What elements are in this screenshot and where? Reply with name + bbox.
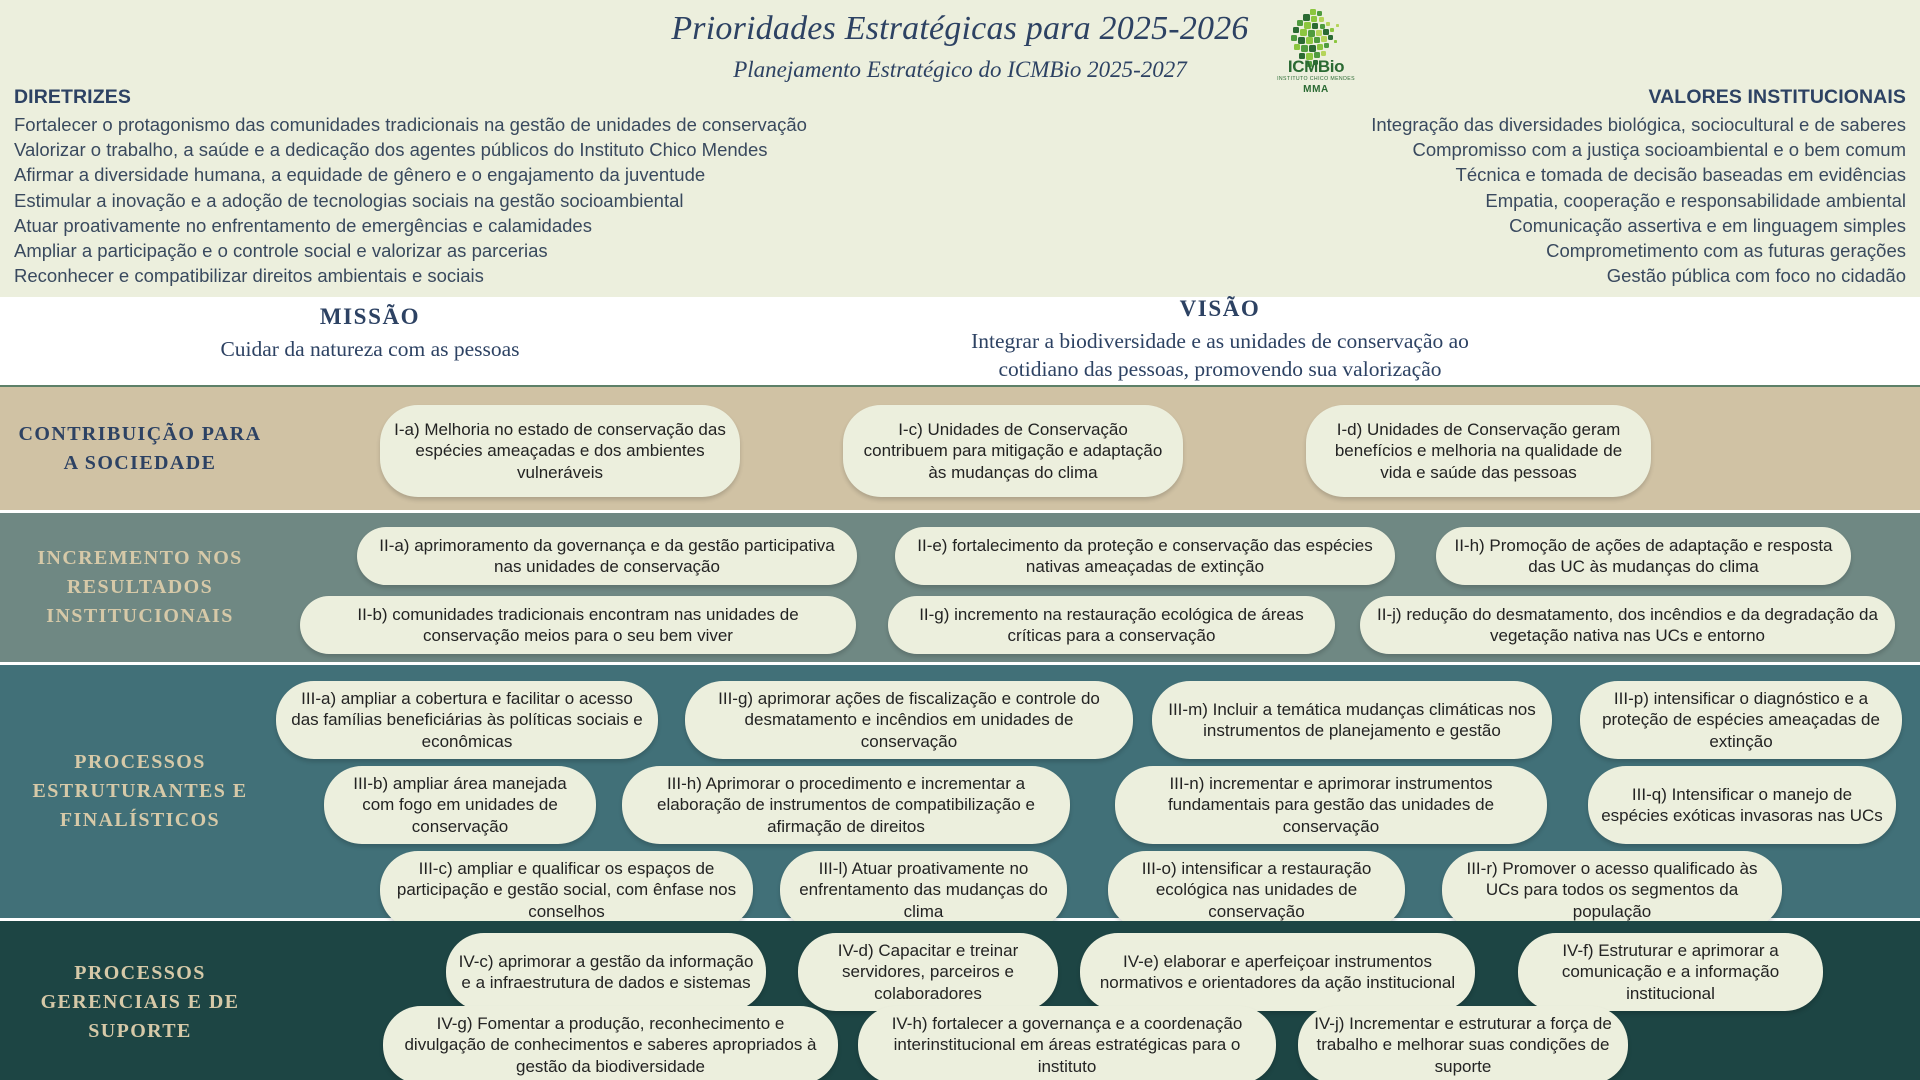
page-subtitle: Planejamento Estratégico do ICMBio 2025-2027 [733,56,1187,82]
objective-text: I-d) Unidades de Conservação geram benefícios e melhoria na qualidade de vida e saúde das pessoas [1334,419,1623,482]
objective-card[interactable] [895,527,1395,585]
missao-text: Cuidar da natureza com as pessoas [220,336,520,361]
objective-card[interactable] [1518,933,1823,1011]
objective-text: IV-g) Fomentar a produção, reconhecimento e divulgação de conhecimentos e saberes apropriados à gestão da biodiversidade [404,1013,817,1076]
band-label-line: RESULTADOS [66,576,214,598]
page-title: Prioridades Estratégicas para 2025-2026 [671,10,1249,47]
objective-card[interactable] [276,681,658,759]
valores-column [1126,86,1906,288]
band-processos-gerenciais-e-de-suporte [0,921,1920,1080]
mission-vision-band [0,297,1920,387]
objective-card[interactable] [357,527,857,585]
icmbio-logo [1270,6,1362,96]
objective-card[interactable] [324,766,596,844]
diretrizes-column [14,86,894,288]
logo-mma: MMA [1303,84,1329,96]
list-item: Integração das diversidades biológica, sociocultural e de saberes [1371,114,1906,135]
band-label-line: PROCESSOS [74,751,206,773]
list-item: Técnica e tomada de decisão baseadas em evidências [1455,164,1906,186]
objective-text: III-p) intensificar o diagnóstico e a proteção de espécies ameaçadas de extinção [1602,688,1880,751]
objective-card[interactable] [380,851,753,929]
list-item: Comunicação assertiva e em linguagem simples [1509,214,1906,236]
objective-text: II-b) comunidades tradicionais encontram nas unidades de conservação meios para o seu bem viver [357,604,799,645]
objective-text: III-o) intensificar a restauração ecológica nas unidades de conservação [1141,858,1372,921]
objective-text: IV-c) aprimorar a gestão da informação e a infraestrutura de dados e sistemas [458,951,754,992]
missao-block [130,303,610,363]
objective-text: III-n) incrementar e aprimorar instrumentos fundamentais para gestão das unidades de conservação [1167,773,1495,836]
objective-card[interactable] [1360,596,1895,654]
diretrizes-list [14,112,894,288]
valores-list [1126,112,1906,288]
band-body-contribuicao [280,387,1920,510]
poster-header [0,0,1920,297]
band-label-line: ESTRUTURANTES E [32,780,248,802]
band-label-line: PROCESSOS [74,961,206,984]
objective-text: IV-h) fortalecer a governança e a coordenação interinstitucional em áreas estratégicas para o instituto [891,1013,1243,1076]
objective-text: III-g) aprimorar ações de fiscalização e controle do desmatamento e incêndios em unidades de conservação [718,688,1100,751]
objective-card[interactable] [1298,1006,1628,1080]
objective-card[interactable] [1436,527,1851,585]
objective-text: III-m) Incluir a temática mudanças climáticas nos instrumentos de planejamento e gestão [1168,699,1536,740]
objective-card[interactable] [1108,851,1405,929]
objective-card[interactable] [1115,766,1547,844]
objective-card[interactable] [1306,405,1651,497]
objective-card[interactable] [780,851,1067,929]
band-label-processos-gerenciais [0,959,280,1046]
objective-text: III-a) ampliar a cobertura e facilitar o acesso das famílias beneficiárias às políticas sociais e econômicas [291,688,643,751]
objective-text: II-g) incremento na restauração ecológica de áreas críticas para a conservação [919,604,1304,645]
logo-subline: INSTITUTO CHICO MENDES [1277,76,1355,82]
objective-text: II-h) Promoção de ações de adaptação e resposta das UC às mudanças do clima [1454,535,1833,576]
objective-text: I-c) Unidades de Conservação contribuem para mitigação e adaptação às mudanças do clima [863,419,1163,482]
list-item: Estimular a inovação e a adoção de tecnologias sociais na gestão socioambiental [14,189,684,211]
visao-heading: VISÃO [1179,296,1261,321]
objective-card[interactable] [858,1006,1276,1080]
title-block [580,8,1340,83]
visao-text [780,327,1660,384]
band-label-contribuicao [0,420,280,478]
objective-text: II-e) fortalecimento da proteção e conservação das espécies nativas ameaçadas de extinção [917,535,1373,576]
objective-text: III-b) ampliar área manejada com fogo em unidades de conservação [353,773,567,836]
objective-text: IV-d) Capacitar e treinar servidores, parceiros e colaboradores [837,940,1019,1003]
list-item: Compromisso com a justiça socioambiental e o bem comum [1412,139,1906,161]
objective-text: IV-j) Incrementar e estruturar a força de trabalho e melhorar suas condições de suporte [1314,1013,1612,1076]
list-item: Fortalecer o protagonismo das comunidades tradicionais na gestão de unidades de conservação [14,114,807,135]
objective-text: I-a) Melhoria no estado de conservação das espécies ameaçadas e dos ambientes vulneráveis [394,419,726,482]
band-label-line: SUPORTE [88,1019,192,1042]
band-body-processos-estruturantes [280,665,1920,921]
band-label-line: CONTRIBUIÇÃO PARA [18,422,262,445]
band-label-line: FINALÍSTICOS [59,809,221,831]
band-contribuicao-para-a-sociedade [0,387,1920,513]
objective-card[interactable] [1080,933,1475,1011]
objective-text: III-h) Aprimorar o procedimento e incrementar a elaboração de instrumentos de compatibilização e afirmação de direitos [656,773,1035,836]
objective-card[interactable] [380,405,740,497]
list-item: Gestão pública com foco no cidadão [1606,265,1906,287]
objective-card[interactable] [1588,766,1896,844]
diretrizes-heading: DIRETRIZES [14,86,131,108]
objective-card[interactable] [798,933,1058,1011]
visao-block [780,295,1660,384]
band-body-processos-gerenciais [280,921,1920,1080]
objective-card[interactable] [383,1006,838,1080]
objective-text: II-a) aprimoramento da governança e da gestão participativa nas unidades de conservação [379,535,835,576]
logo-wordmark: ICMBio [1287,57,1345,76]
objective-text: II-j) redução do desmatamento, dos incêndios e da degradação da vegetação nativa nas UCs e entorno [1377,604,1878,645]
band-label-line: INCREMENTO NOS [37,547,243,569]
objective-card[interactable] [685,681,1133,759]
objective-text: III-r) Promover o acesso qualificado às UCs para todos os segmentos da população [1466,858,1758,921]
band-incremento-nos-resultados-institucionais [0,513,1920,665]
band-label-incremento [0,544,280,631]
list-item: Reconhecer e compatibilizar direitos ambientais e sociais [14,265,484,287]
objective-text: IV-e) elaborar e aperfeiçoar instrumentos normativos e orientadores da ação institucional [1099,951,1456,992]
band-body-incremento [280,513,1920,662]
list-item: Empatia, cooperação e responsabilidade ambiental [1485,189,1906,211]
band-label-line: A SOCIEDADE [63,451,217,474]
band-label-processos-estruturantes [0,748,280,835]
list-item: Comprometimento com as futuras gerações [1546,240,1906,262]
band-label-line: INSTITUCIONAIS [46,605,234,627]
objective-card[interactable] [446,933,766,1011]
visao-line-2: cotidiano das pessoas, promovendo sua valorização [998,357,1442,382]
band-label-line: GERENCIAIS E DE [40,990,240,1013]
objective-text: IV-f) Estruturar e aprimorar a comunicação e a informação institucional [1561,940,1780,1003]
objective-card[interactable] [622,766,1070,844]
list-item: Ampliar a participação e o controle social e valorizar as parcerias [14,240,548,262]
objective-card[interactable] [300,596,856,654]
list-item: Atuar proativamente no enfrentamento de emergências e calamidades [14,214,592,236]
list-item: Afirmar a diversidade humana, a equidade de gênero e o engajamento da juventude [14,164,706,186]
list-item: Valorizar o trabalho, a saúde e a dedicação dos agentes públicos do Instituto Chico Mendes [14,139,768,161]
objective-text: III-q) Intensificar o manejo de espécies exóticas invasoras nas UCs [1601,784,1883,825]
missao-heading: MISSÃO [319,304,421,329]
visao-line-1: Integrar a biodiversidade e as unidades de conservação ao [971,328,1469,353]
objective-text: III-l) Atuar proativamente no enfrentamento das mudanças do clima [799,858,1048,921]
objective-card[interactable] [888,596,1335,654]
objective-card[interactable] [1152,681,1552,759]
objective-text: III-c) ampliar e qualificar os espaços de participação e gestão social, com ênfase nos conselhos [396,858,737,921]
objective-card[interactable] [843,405,1183,497]
objective-card[interactable] [1580,681,1902,759]
valores-heading: VALORES INSTITUCIONAIS [1648,86,1906,108]
objective-card[interactable] [1442,851,1782,929]
band-processos-estruturantes-e-finalisticos [0,665,1920,921]
